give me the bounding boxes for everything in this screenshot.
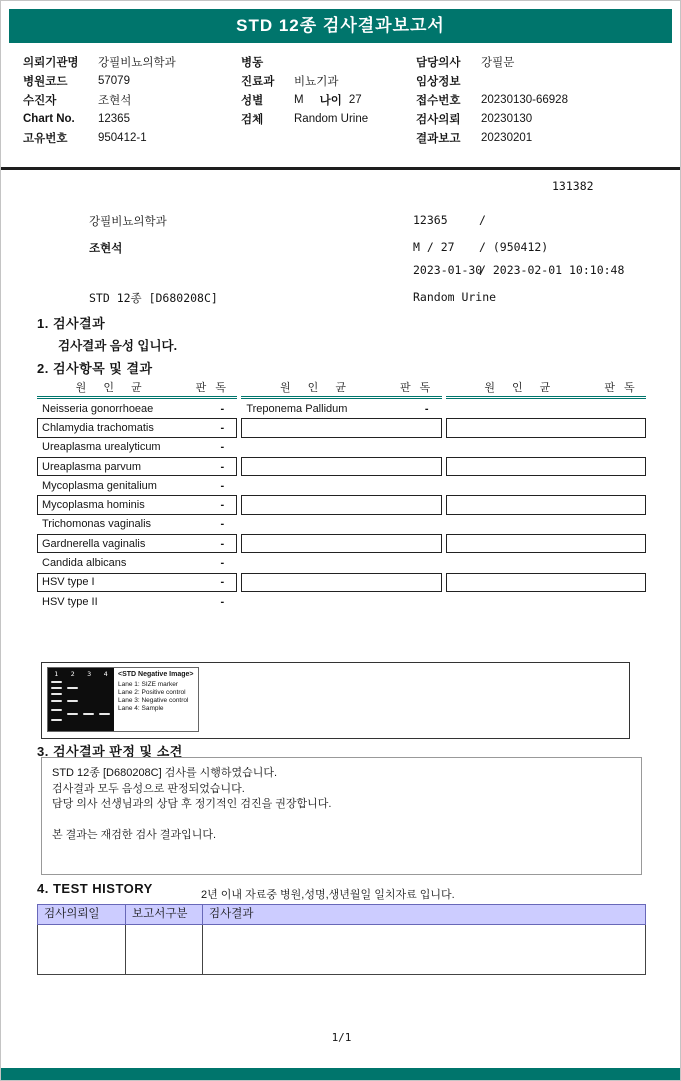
history-body-cell: [38, 925, 126, 974]
pathogen-name: Candida albicans: [42, 557, 127, 570]
pathogen-row: [37, 534, 237, 553]
pathogen-column-header: 원 인 균: [279, 382, 353, 394]
info-row: [23, 90, 176, 109]
gel-band: [67, 713, 78, 715]
info-row: [23, 128, 176, 147]
result-column-header: 판 독: [604, 382, 638, 394]
specimen-type: Random Urine: [413, 290, 497, 304]
info-label: 검사의뢰: [416, 113, 461, 126]
pathogen-result: -: [220, 499, 225, 512]
gel-lane-number: 2: [70, 670, 75, 678]
info-label: 고유번호: [23, 132, 68, 145]
info-label: 결과보고: [416, 132, 461, 145]
pathogen-row: [241, 457, 441, 476]
pathogen-row: [241, 438, 441, 457]
info-label: 담당의사: [416, 56, 461, 69]
info-row: [241, 71, 368, 90]
pathogen-name: Trichomonas vaginalis: [42, 518, 152, 531]
pathogen-result: -: [220, 557, 225, 570]
request-date: 2023-01-30: [413, 263, 483, 277]
pathogen-column-header: 원 인 균: [484, 382, 558, 394]
gel-lane-number: 1: [54, 670, 59, 678]
pathogen-row: [241, 495, 441, 514]
header-info-middle: [241, 52, 368, 128]
pathogen-result: -: [220, 576, 225, 589]
gel-lane-numbers: [48, 668, 114, 678]
history-table-header: [37, 904, 646, 925]
gel-lane-description: Lane 1: SIZE marker: [118, 681, 178, 688]
findings-box: [41, 757, 642, 875]
pathogen-row: [37, 418, 237, 437]
gel-lane-description: Lane 2: Positive control: [118, 689, 186, 696]
info-label: 진료과: [241, 75, 275, 88]
info-row: [416, 71, 568, 90]
info-row: [416, 128, 568, 147]
pathogen-row: [241, 515, 441, 534]
info-row: [241, 52, 368, 71]
pathogen-row: [241, 418, 441, 437]
gel-band: [83, 713, 94, 715]
findings-line: STD 12종 [D680208C] 검사를 시행하였습니다.: [52, 767, 278, 779]
result-column-header: 판 독: [195, 382, 229, 394]
gel-lane-number: 4: [103, 670, 108, 678]
pathogen-name: Mycoplasma hominis: [42, 499, 145, 512]
pathogen-row: [446, 553, 646, 572]
pathogen-row: [241, 592, 441, 611]
result-column-header: 판 독: [400, 382, 434, 394]
header-info-left: [23, 52, 176, 147]
page-number: 1/1: [331, 1031, 352, 1044]
gel-band: [51, 700, 62, 702]
history-body-cell: [203, 925, 645, 974]
pathogen-column-header: 원 인 균: [75, 382, 149, 394]
info-row: [23, 52, 176, 71]
info-value: 950412-1: [98, 131, 147, 144]
info-value: 20230201: [481, 131, 533, 144]
info-label: 수진자: [23, 94, 57, 107]
hospital-name: 강필비뇨의학과: [89, 216, 167, 228]
pathogen-row: [446, 418, 646, 437]
history-note: 2년 이내 자료중 병원,성명,생년월일 일치자료 입니다.: [201, 889, 455, 901]
pathogen-row: [446, 399, 646, 418]
gel-caption: [114, 668, 198, 731]
gel-band: [67, 687, 78, 689]
pathogen-row: [37, 592, 237, 611]
info-value: 12365: [98, 112, 130, 125]
info-value: 조현석: [98, 94, 132, 107]
pathogen-row: [446, 495, 646, 514]
pathogen-row: [446, 573, 646, 592]
gel-band: [99, 713, 110, 715]
pathogen-result: -: [220, 441, 225, 454]
header-divider: [1, 167, 681, 170]
pathogen-row: [37, 573, 237, 592]
info-row: [416, 90, 568, 109]
info-row: [23, 109, 176, 128]
slash-separator: /: [479, 213, 486, 227]
info-row: [416, 109, 568, 128]
report-datetime: / 2023-02-01 10:10:48: [479, 263, 625, 277]
findings-line: 담당 의사 선생님과의 상담 후 정기적인 검진을 권장합니다.: [52, 798, 332, 810]
info-row: [241, 90, 368, 109]
section4-heading: 4. TEST HISTORY: [37, 881, 153, 896]
pathogen-name: Gardnerella vaginalis: [42, 537, 146, 550]
info-label: Chart No.: [23, 112, 75, 125]
gel-band: [51, 687, 62, 689]
info-label: 병동: [241, 56, 264, 69]
patient-name: 조현석: [89, 243, 123, 255]
serial-number: 131382: [552, 179, 594, 193]
info-label: 성별: [241, 94, 264, 107]
info-label: 의뢰기관명: [23, 56, 79, 69]
gel-lane-number: 3: [87, 670, 92, 678]
pathogen-row: [241, 553, 441, 572]
result-summary: 검사결과 음성 입니다.: [58, 339, 178, 353]
history-header-cell: 검사결과: [209, 908, 254, 920]
pathogen-row: [37, 495, 237, 514]
pathogen-name: Ureaplasma urealyticum: [42, 441, 161, 454]
pathogen-result: -: [220, 595, 225, 608]
gel-image-frame: [47, 667, 199, 732]
pathogen-row: [446, 592, 646, 611]
info-row: [23, 71, 176, 90]
pathogen-row: [37, 476, 237, 495]
findings-line: [52, 813, 631, 829]
info-label: 접수번호: [416, 94, 461, 107]
gel-lane-descriptions: [118, 681, 196, 713]
pathogen-row: [446, 515, 646, 534]
info-value: 57079: [98, 74, 130, 87]
info-label: 병원코드: [23, 75, 68, 88]
pathogen-result: -: [220, 421, 225, 434]
pathogen-name: Neisseria gonorrhoeae: [42, 402, 154, 415]
info-value: Random Urine: [294, 112, 369, 125]
pathogen-row: [37, 457, 237, 476]
info-label: 나이: [319, 94, 342, 107]
history-header-cell: 검사의뢰일: [38, 905, 126, 924]
pathogen-result: -: [220, 460, 225, 473]
pathogen-result: -: [220, 479, 225, 492]
info-value: 27: [348, 93, 362, 106]
findings-line: 본 결과는 재검한 검사 결과입니다.: [52, 829, 217, 841]
chart-number: 12365: [413, 213, 448, 227]
findings-line: 검사결과 모두 음성으로 판정되었습니다.: [52, 782, 245, 795]
pathogen-row: [37, 553, 237, 572]
info-label: 임상정보: [416, 75, 461, 88]
info-value: 강필비뇨의학과: [98, 56, 176, 69]
pathogen-name: Mycoplasma genitalium: [42, 479, 157, 492]
pathogen-group: [37, 379, 237, 611]
pathogen-name: HSV type II: [42, 595, 98, 608]
pathogen-table: [37, 379, 646, 611]
gel-band: [51, 693, 62, 695]
history-body-cell: [126, 925, 203, 974]
info-value: 강필문: [481, 56, 515, 69]
pathogen-row: [446, 476, 646, 495]
sex-age: M / 27: [413, 240, 455, 254]
gel-image-box: [41, 662, 630, 739]
pathogen-group-header: [37, 379, 237, 399]
section3-heading: 3. 검사결과 판정 및 소견: [37, 744, 183, 759]
pathogen-group-header: [446, 379, 646, 399]
info-value: 20230130: [481, 112, 533, 125]
pathogen-name: Chlamydia trachomatis: [42, 421, 154, 434]
pathogen-result: -: [424, 402, 429, 415]
gel-band: [51, 709, 62, 711]
gel-caption-title: <STD Negative Image>: [118, 671, 194, 678]
pathogen-row: [446, 534, 646, 553]
gel-band: [51, 681, 62, 683]
gel-band: [51, 719, 62, 721]
pathogen-row: [241, 573, 441, 592]
bottom-bar: [1, 1068, 681, 1081]
info-value: M: [294, 93, 304, 106]
pathogen-row: [241, 399, 441, 418]
pathogen-row: [446, 457, 646, 476]
pathogen-name: Ureaplasma parvum: [42, 460, 142, 473]
pathogen-row: [37, 399, 237, 418]
history-table-body: [37, 925, 646, 975]
test-name: STD 12종 [D680208C]: [89, 291, 218, 305]
birth-date: / (950412): [479, 240, 549, 254]
gel-band: [67, 700, 78, 702]
gel-lane-description: Lane 4: Sample: [118, 705, 164, 712]
pathogen-row: [446, 438, 646, 457]
info-row: [241, 109, 368, 128]
pathogen-row: [241, 534, 441, 553]
pathogen-group: [241, 379, 441, 611]
info-label: 검체: [241, 113, 264, 126]
header-info-right: [416, 52, 568, 147]
gel-image: [48, 668, 114, 731]
history-header-cell: 보고서구분: [126, 905, 203, 924]
pathogen-row: [37, 438, 237, 457]
pathogen-result: -: [220, 518, 225, 531]
pathogen-row: [241, 476, 441, 495]
gel-lane-description: Lane 3: Negative control: [118, 697, 189, 704]
pathogen-result: -: [220, 537, 225, 550]
pathogen-group-header: [241, 379, 441, 399]
info-value: 비뇨기과: [294, 75, 339, 88]
pathogen-name: Treponema Pallidum: [246, 402, 348, 415]
info-value: 20230130-66928: [481, 93, 568, 106]
history-table: [37, 904, 646, 975]
info-row: [416, 52, 568, 71]
pathogen-name: HSV type I: [42, 576, 95, 589]
report-title: STD 12종 검사결과보고서: [9, 9, 672, 43]
pathogen-group: [446, 379, 646, 611]
section2-heading: 2. 검사항목 및 결과: [37, 361, 153, 376]
section1-heading: 1. 검사결과: [37, 316, 106, 331]
pathogen-result: -: [220, 402, 225, 415]
pathogen-row: [37, 515, 237, 534]
